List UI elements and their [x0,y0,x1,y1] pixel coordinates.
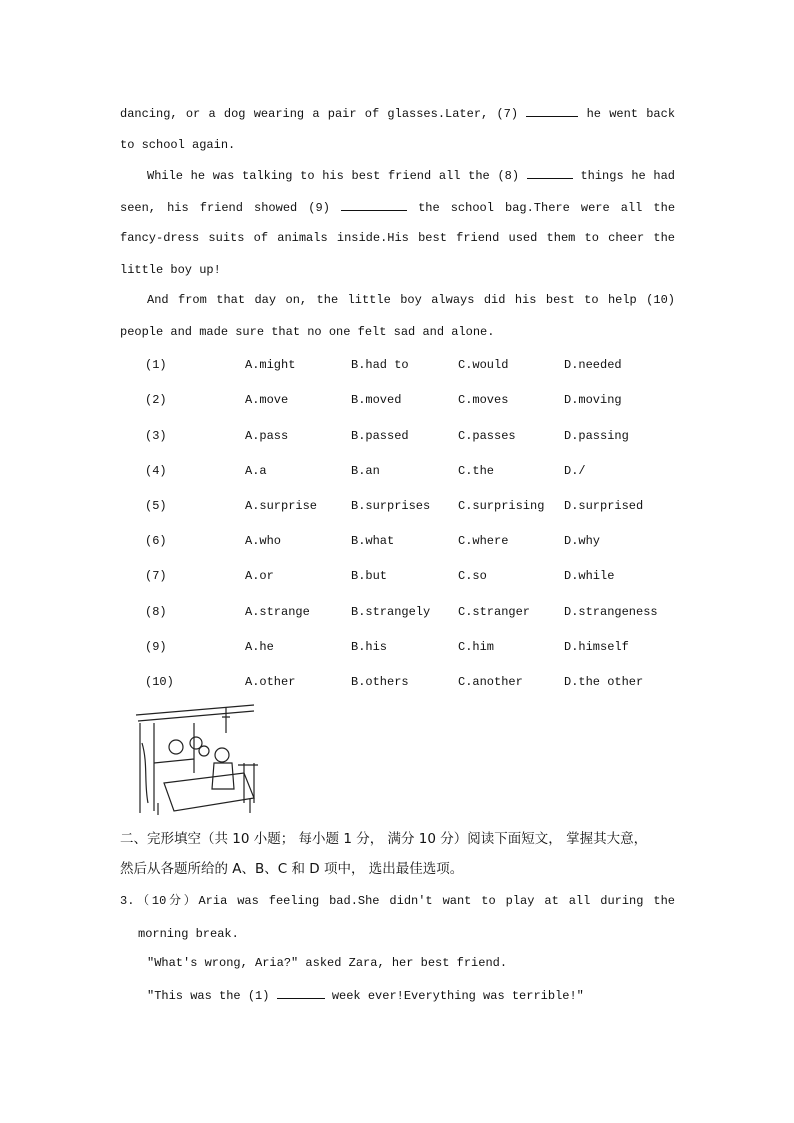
option-c: C.moves [458,393,509,407]
blank-number: (7) [496,107,519,121]
option-d: D.surprised [564,499,644,513]
option-b: B.what [351,534,395,548]
option-b: B.an [351,464,380,478]
option-c: C.another [458,675,523,689]
option-d: D.the other [564,675,644,689]
section-heading: 二、完形填空（共 10 小题； 每小题 1 分， 满分 10 分）阅读下面短文， 掌握其大意， [120,831,648,847]
passage-line: people and made sure that no one felt sad and alone. [120,325,495,339]
option-a: A.a [245,464,267,478]
passage-line: little boy up! [120,263,221,277]
option-a: A.surprise [245,499,318,513]
question-number: (5) [145,499,167,513]
question-number: (10) [145,675,174,689]
option-a: A.who [245,534,282,548]
option-d: D./ [564,464,586,478]
question-number: (7) [145,569,167,583]
section-instructions: 然后从各题所给的 A、B、C 和 D 项中， 选出最佳选项。 [120,861,464,877]
option-c: C.would [458,358,509,372]
text: While he was talking to his best friend all the [147,169,490,183]
option-c: C.surprising [458,499,545,513]
passage-line [147,166,675,184]
option-d: D.himself [564,640,629,654]
question-3-line [147,986,702,1004]
option-b: B.his [351,640,388,654]
question-3-line: 3.（10分）Aria was feeling bad.She didn't want to play at all during the [120,894,675,908]
question-number: (6) [145,534,167,548]
text: week ever!Everything was terrible!" [331,989,584,1003]
option-b: B.passed [351,429,409,443]
question-number: (3) [145,429,167,443]
answer-blank [277,986,325,999]
option-c: C.so [458,569,487,583]
option-a: A.pass [245,429,289,443]
option-b: B.surprises [351,499,431,513]
answer-blank [341,198,407,211]
option-b: B.but [351,569,388,583]
option-b: B.others [351,675,409,689]
text: "This was the (1) [147,989,270,1003]
question-3-line: "What's wrong, Aria?" asked Zara, her best friend. [147,956,508,970]
blank-number: (8) [497,169,520,183]
hospital-illustration [134,703,260,817]
option-b: B.had to [351,358,409,372]
option-c: C.him [458,640,495,654]
option-d: D.needed [564,358,622,372]
question-3-line: morning break. [138,927,239,941]
text: dancing, or a dog wearing a pair of glasses.Later, [120,107,489,121]
text: things he had [580,169,676,183]
question-number: (1) [145,358,167,372]
passage-line [120,198,675,216]
question-number: (8) [145,605,167,619]
option-a: A.move [245,393,289,407]
option-a: A.or [245,569,274,583]
passage-line [120,104,675,122]
text: seen, his friend showed (9) [120,201,330,215]
passage-line: And from that day on, the little boy always did his best to help (10) [147,293,675,307]
option-a: A.other [245,675,296,689]
answer-blank [526,104,578,117]
option-a: A.he [245,640,274,654]
passage-line: to school again. [120,138,236,152]
question-number: (9) [145,640,167,654]
option-b: B.moved [351,393,402,407]
question-number: (2) [145,393,167,407]
option-a: A.might [245,358,296,372]
option-d: D.why [564,534,601,548]
text: the school bag.There were all the [418,201,676,215]
option-b: B.strangely [351,605,431,619]
answer-blank [527,166,573,179]
option-d: D.passing [564,429,629,443]
question-number: (4) [145,464,167,478]
option-d: D.strangeness [564,605,658,619]
option-c: C.passes [458,429,516,443]
option-c: C.stranger [458,605,531,619]
passage-line: fancy-dress suits of animals inside.His best friend used them to cheer the [120,231,675,245]
option-d: D.moving [564,393,622,407]
option-a: A.strange [245,605,310,619]
option-d: D.while [564,569,615,583]
option-c: C.the [458,464,495,478]
text: he went back [586,107,676,121]
option-c: C.where [458,534,509,548]
